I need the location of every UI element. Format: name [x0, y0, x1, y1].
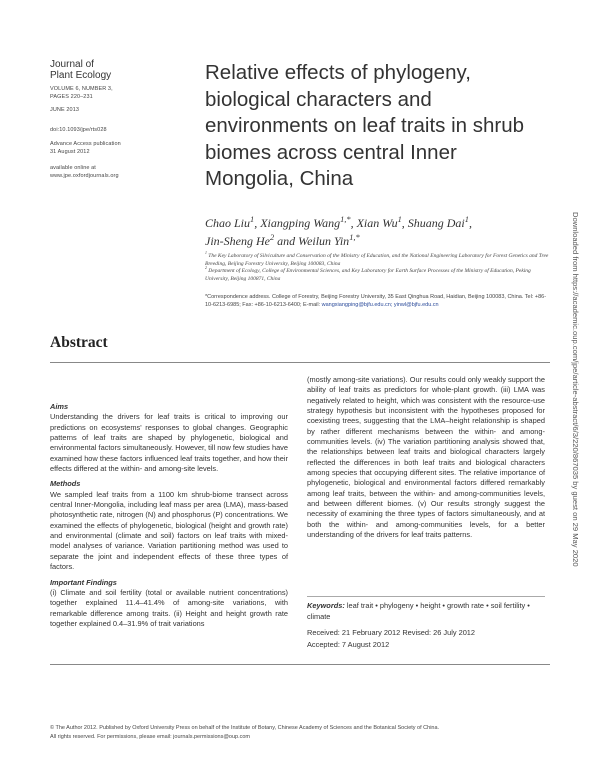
affil-num: 1 — [205, 251, 207, 256]
received-revised: Received: 21 February 2012 Revised: 26 July 2012 — [307, 628, 476, 637]
copyright-line: © The Author 2012. Published by Oxford University Press on behalf of the Institute of Botany, Chinese Academy of Sciences and the Botanical Society of China. — [50, 725, 440, 731]
affil-num: 2 — [205, 266, 207, 271]
keywords-label: Keywords: — [307, 601, 345, 610]
affiliation-1 — [205, 251, 550, 271]
author-affil: 1,* — [349, 233, 360, 242]
advance-label: Advance Access publication — [50, 141, 121, 147]
download-watermark — [568, 212, 582, 632]
availability — [50, 165, 119, 180]
affil-text: Department of Ecology, College of Environmental Sciences, and Key Laboratory for Earth Surface Processes of the Ministry of Education, Peking University, Beijing 100871, China — [205, 268, 531, 282]
journal-name — [50, 59, 111, 81]
author-affil: 1 — [397, 215, 402, 224]
findings-text-left: (i) Climate and soil fertility (total or available nutrient concentrations) together explained 11.4–41.4% of among-site variations, with remarkable difference among traits. (ii) Height and height growth rate together explained 0.4–31.9% of trait variations — [50, 587, 288, 628]
abstract-right-column — [307, 375, 545, 546]
copyright-footer — [50, 724, 550, 742]
affiliations — [205, 253, 550, 283]
bottom-divider — [50, 664, 550, 665]
author-affil: 2 — [269, 233, 275, 242]
download-note: Downloaded from https://academic.oup.com/jpe/article-abstract/6/3/220/867035 by guest on 29 May 2020 — [571, 212, 580, 567]
author-affil: 1 — [464, 215, 469, 224]
author-name: Chao Liu — [205, 216, 251, 230]
author-affil: 1 — [250, 215, 255, 224]
author-list: Chao Liu$^1$, Xiangping Wang$^{1,*}$, Xian Wu$^1$, Shuang Dai$^1$, Jin-Sheng He$^2$ and Weilun Yin$^{1,*}$ — [205, 215, 472, 248]
correspondence-text: *Correspondence address. College of Forestry, Beijing Forestry University, 35 East Qinghua Road, Haidian, Beijing 100083, China. Tel: +86-10-6213-6985; Fax: +86-10-6213-6400; E-mail: — [205, 294, 547, 308]
findings-heading: Important Findings — [50, 577, 117, 587]
methods-text: We sampled leaf traits from a 1100 km shrub-biome transect across central Inner-Mongolia, including leaf mass per area (LMA), mass-based photosynthetic rate, nitrogen (N) and phosphorus (P) concentrations. We examined the effects of phylogenetic, biological (height and growth rate) and environmental (climate and soil) factors on leaf traits with mixed-model analyses of variance. Variation partitioning method was used to separate the joint and independent effects of these three types of factors. — [50, 489, 288, 572]
aims-text: Understanding the drivers for leaf traits is critical to improving our predictions on ecosystems' responses to global changes. Geographic patterns of leaf traits are shaped by phylogenetic, biological and environmental factors simultaneously. However, till now few studies have examined how these factors influenced leaf traits together, and how their effects differed at the within- and among-site levels. — [50, 412, 288, 474]
article-dates — [307, 627, 545, 651]
author-name: Jin-Sheng He — [205, 234, 270, 248]
keywords — [307, 600, 545, 622]
advance-date: 31 August 2012 — [50, 148, 90, 155]
article-title: Relative effects of phylogeny, biological characters and environments on leaf traits in shrub biomes across central Inner Mongolia, China — [205, 61, 525, 190]
email-link[interactable]: wangxiangping@bjfu.edu.cn; yinwl@bjfu.edu.cn — [321, 301, 439, 308]
journal-site: www.jpe.oxfordjournals.org — [50, 172, 119, 179]
author-name: Xian Wu — [356, 216, 398, 230]
keywords-divider — [307, 596, 545, 597]
abstract-heading: Abstract — [50, 334, 108, 351]
affiliation-2 — [205, 268, 550, 283]
doi: doi:10.1093/jpe/rts028 — [50, 127, 107, 133]
accepted: Accepted: 7 August 2012 — [307, 640, 390, 649]
correspondence — [205, 294, 550, 309]
volume-info — [50, 86, 113, 101]
advance-access — [50, 141, 121, 156]
available-label: available online at — [50, 165, 96, 171]
issue-date: JUNE 2013 — [50, 107, 80, 113]
abstract-left-column — [50, 402, 288, 634]
aims-heading: Aims — [50, 402, 69, 411]
affil-text: The Key Laboratory of Silviculture and Conservation of the Ministry of Education, and the National Engineering Laboratory for Forest Genetics and Tree Breeding, Beijing Forestry University, Beijing 100083, China — [205, 253, 549, 267]
author-name: Shuang Dai — [407, 216, 465, 230]
volume: VOLUME 6, NUMBER 3, — [50, 86, 113, 92]
findings-text-right: (mostly among-site variations). Our results could only weakly support the ability of leaf traits as predictors for whole-plant growth. (iii) LMA was negatively related to height, which was consistent with the resource-use strategy hypothesis but inconsistent with the hypotheses proposed for coexisting trees, suggesting that the LMA–height relationship is shaped by rather different mechanisms between the within- and among-communities levels. (iv) The variation partitioning analysis showed that, the relationships between leaf traits and biological characters largely reflected the differences in both leaf traits and biological characters among species that occupying different sites. The relative importance of phylogenetic, biological and environmental factors differed remarkably among leaf traits, between the within- and among-communities levels, and between different biomes. (v) Our results strongly suggest the necessity of examining the three types of factors simultaneously, and at both the within- and among-communities levels, for a better understanding of the drivers for leaf traits patterns. — [307, 375, 545, 540]
author-name: Weilun Yin — [298, 234, 350, 248]
keywords-text: leaf trait • phylogeny • height • growth rate • soil fertility • climate — [307, 601, 530, 621]
top-divider — [50, 362, 550, 363]
methods-heading: Methods — [50, 479, 81, 489]
permissions-line: All rights reserved. For permissions, please email: journals.permissions@oup.com — [50, 734, 250, 740]
author-name: Xiangping Wang — [260, 216, 341, 230]
journal-line1: Journal of — [50, 59, 94, 70]
journal-line2: Plant Ecology — [50, 70, 112, 81]
author-affil: 1,* — [340, 215, 351, 224]
pages: PAGES 220–231 — [50, 93, 93, 100]
